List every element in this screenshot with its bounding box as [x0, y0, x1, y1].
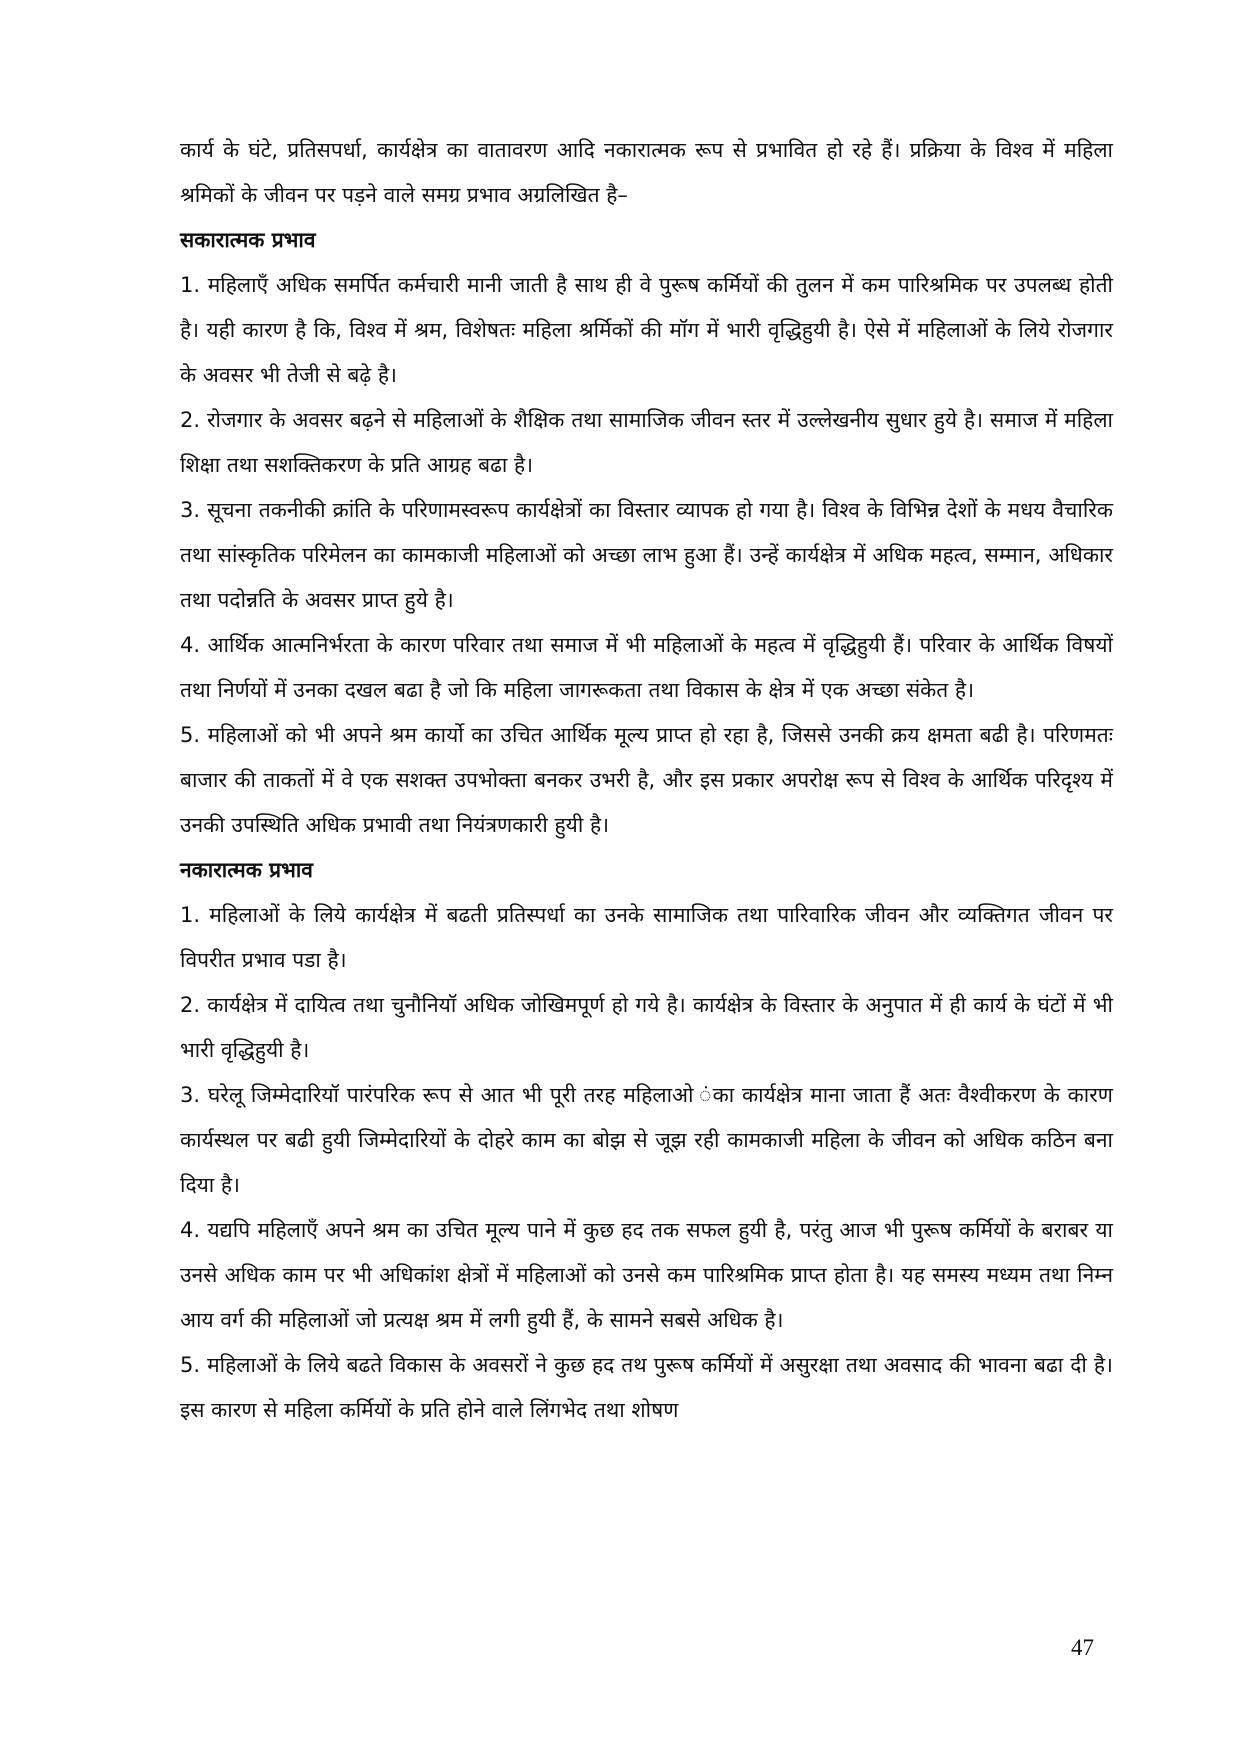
positive-point-2: 2. रोजगार के अवसर बढ़ने से महिलाओं के शैक्षिक तथा सामाजिक जीवन स्तर में उल्लेखनीय सुधार हुये है। समाज में महिला शिक्षा तथा सशक्तिकरण के प्रति आग्रह बढा है। — [180, 408, 1113, 477]
positive-effects-heading: सकारात्मक प्रभाव — [180, 228, 316, 252]
intro-paragraph: कार्य के घंटे, प्रतिसपर्धा, कार्यक्षेत्र का वातावरण आदि नकारात्मक रूप से प्रभावित हो रहे हैं। प्रक्रिया के विश्व में महिला श्रमिकों के जीवन पर पड़ने वाले समग्र प्रभाव अग्रलिखित है– — [180, 138, 1113, 207]
page-number: 47 — [1071, 1635, 1094, 1660]
negative-point-2: 2. कार्यक्षेत्र में दायित्व तथा चुनौनियॉ अधिक जोखिमपूर्ण हो गये है। कार्यक्षेत्र के विस्तार के अनुपात में ही कार्य के घंटों में भी भारी वृद्धिहुयी है। — [180, 993, 1113, 1062]
negative-point-4: 4. यद्यपि महिलाएँ अपने श्रम का उचित मूल्य पाने में कुछ हद तक सफल हुयी है, परंतु आज भी पुरूष कर्मियों के बराबर या उनसे अधिक काम पर भी अधिकांश क्षेत्रों में महिलाओं को उनसे कम पारिश्रमिक प्राप्त होता है। यह समस्य मध्यम तथा निम्न आय वर्ग की महिलाओं जो प्रत्यक्ष श्रम में लगी हुयी हैं, के सामने सबसे अधिक है। — [180, 1218, 1113, 1332]
negative-point-1: 1. महिलाओं के लिये कार्यक्षेत्र में बढती प्रतिस्पर्धा का उनके सामाजिक तथा पारिवारिक जीवन और व्यक्तिगत जीवन पर विपरीत प्रभाव पडा है। — [180, 903, 1113, 972]
negative-point-5: 5. महिलाओं के लिये बढते विकास के अवसरों ने कुछ हद तथ पुरूष कर्मियों में असुरक्षा तथा अवसाद की भावना बढा दी है। इस कारण से महिला कर्मियों के प्रति होने वाले लिंगभेद तथा शोषण — [180, 1353, 1113, 1422]
negative-effects-heading: नकारात्मक प्रभाव — [180, 858, 313, 882]
positive-point-3: 3. सूचना तकनीकी क्रांति के परिणामस्वरूप कार्यक्षेत्रों का विस्तार व्यापक हो गया है। विश्व के विभिन्न देशों के मधय वैचारिक तथा सांस्कृतिक परिमेलन का कामकाजी महिलाओं को अच्छा लाभ हुआ हैं। उन्हें कार्यक्षेत्र में अधिक महत्व, सम्मान, अधिकार तथा पदोन्नति के अवसर प्राप्त हुये है। — [180, 498, 1113, 612]
positive-point-5: 5. महिलाओं को भी अपने श्रम कार्यो का उचित आर्थिक मूल्य प्राप्त हो रहा है, जिससे उनकी क्रय क्षमता बढी है। परिणमतः बाजार की ताकतों में वे एक सशक्त उपभोक्ता बनकर उभरी है, और इस प्रकार अपरोक्ष रूप से विश्व के आर्थिक परिदृश्य में उनकी उपस्थिति अधिक प्रभावी तथा नियंत्रणकारी हुयी है। — [180, 723, 1113, 837]
document-body — [180, 128, 1113, 1433]
positive-point-1: 1. महिलाएँ अधिक समर्पित कर्मचारी मानी जाती है साथ ही वे पुरूष कर्मियों की तुलन में कम पारिश्रमिक पर उपलब्ध होती है। यही कारण है कि, विश्व में श्रम, विशेषतः महिला श्रर्मिकों की मॉग में भारी वृद्धिहुयी है। ऐसे में महिलाओं के लिये रोजगार के अवसर भी तेजी से बढ़े है। — [180, 273, 1113, 387]
negative-point-3: 3. घरेलू जिम्मेदारियॉ पारंपरिक रूप से आत भी पूरी तरह महिलाओ ंका कार्यक्षेत्र माना जाता हैं अतः वैश्वीकरण के कारण कार्यस्थल पर बढी हुयी जिम्मेदारियों के दोहरे काम का बोझ से जूझ रही कामकाजी महिला के जीवन को अधिक कठिन बना दिया है। — [180, 1083, 1113, 1197]
positive-point-4: 4. आर्थिक आत्मनिर्भरता के कारण परिवार तथा समाज में भी महिलाओं के महत्व में वृद्धिहुयी हैं। परिवार के आर्थिक विषयों तथा निर्णयों में उनका दखल बढा है जो कि महिला जागरूकता तथा विकास के क्षेत्र में एक अच्छा संकेत है। — [180, 633, 1113, 702]
